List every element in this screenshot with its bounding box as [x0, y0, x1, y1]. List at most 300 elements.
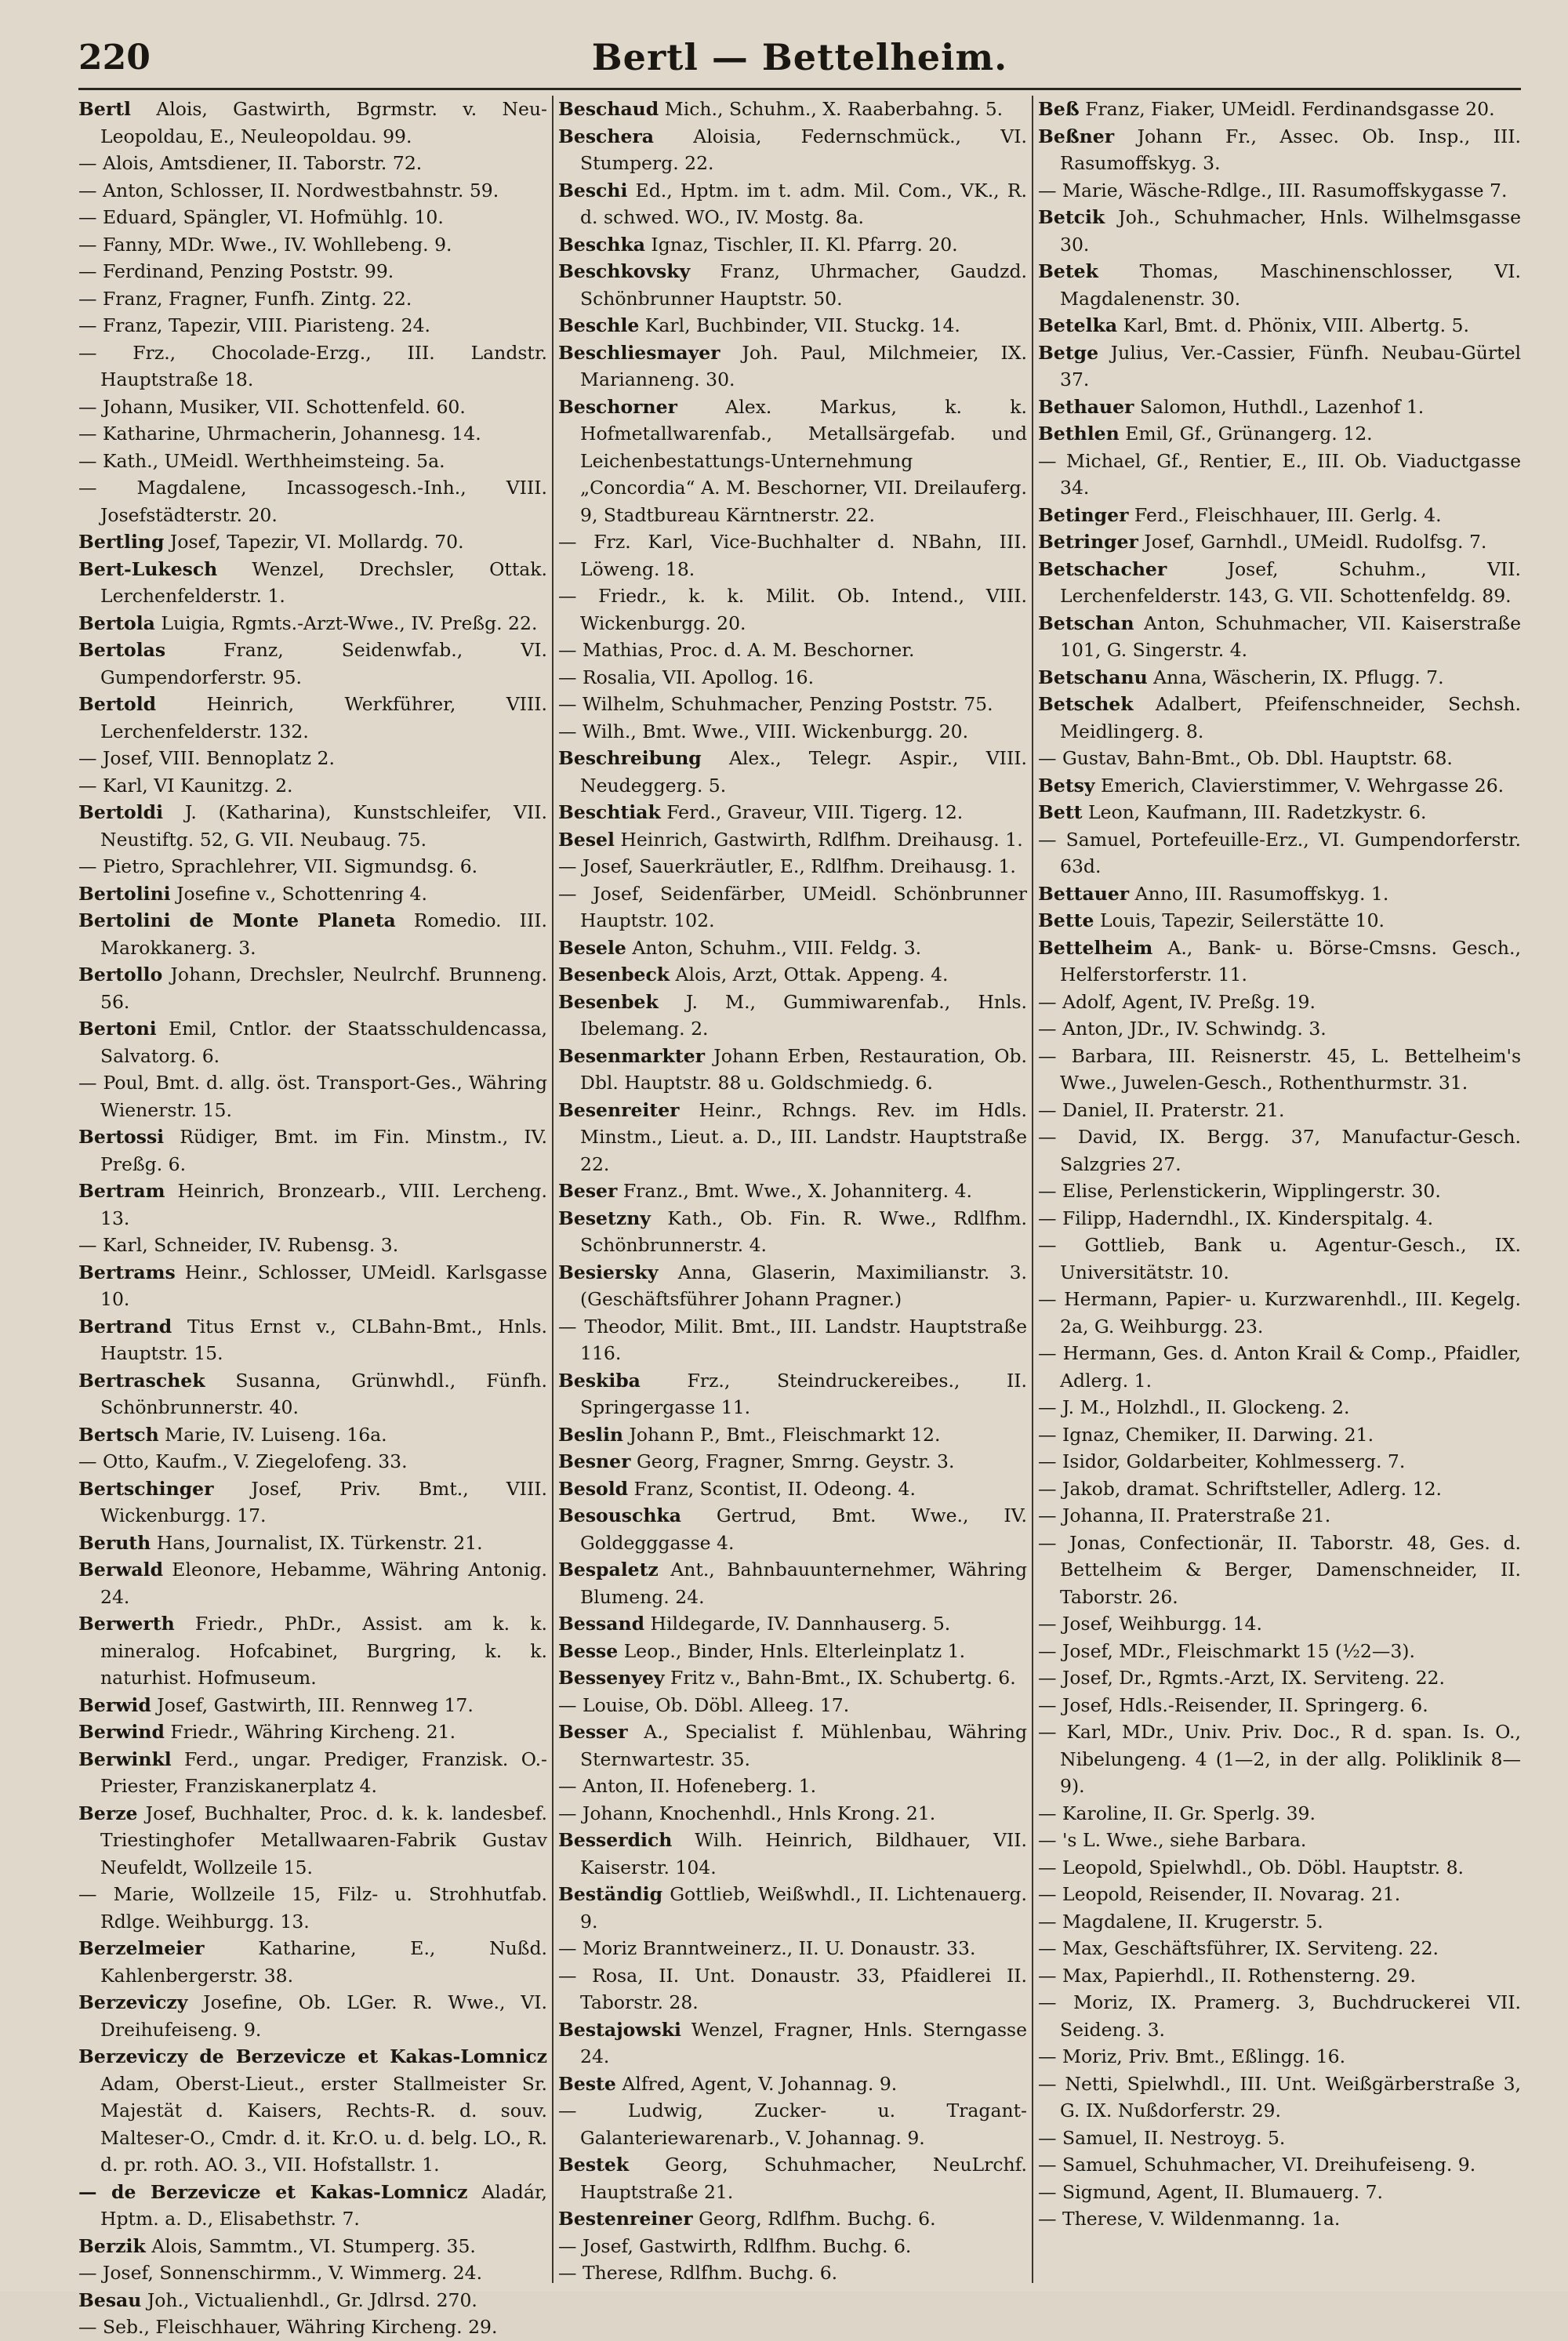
entry-details: — Moriz Branntweinerz., II. U. Donaustr. 33. [558, 1937, 976, 1959]
directory-entry [78, 637, 547, 691]
entry-surname: Berwinkl [78, 1748, 172, 1770]
entry-surname: Besenbeck [558, 964, 670, 985]
entry-details: Wenzel, Fragner, Hnls. Sterngasse 24. [580, 2018, 1027, 2067]
entry-surname: Bettelheim [1038, 936, 1153, 959]
entry-details: — Louise, Ob. Döbl. Alleeg. 17. [558, 1693, 850, 1716]
directory-entry [1038, 1908, 1521, 1936]
directory-entry [78, 880, 547, 908]
entry-surname: Bertold [78, 693, 157, 715]
directory-entry [78, 1232, 547, 1259]
directory-entry [558, 718, 1027, 746]
entry-details: — Magdalene, II. Krugerstr. 5. [1038, 1910, 1323, 1933]
directory-entry [558, 2205, 1027, 2233]
directory-entry [558, 1367, 1027, 1421]
entry-surname: Bettauer [1038, 882, 1130, 905]
directory-entry [558, 1259, 1027, 1313]
entry-details: — Anton, JDr., IV. Schwindg. 3. [1038, 1018, 1327, 1040]
directory-entry [78, 1881, 547, 1935]
running-title: Bertl — Bettelheim. [591, 36, 1008, 78]
directory-entry [78, 2314, 547, 2341]
entry-details: Franz, Scontist, II. Odeong. 4. [628, 1477, 916, 1500]
entry-surname: Besenbek [558, 990, 659, 1013]
directory-entry [558, 1475, 1027, 1503]
entry-details: — Marie, Wollzeile 15, Filz- u. Strohhutfab. Rdlge. Weihburgg. 13. [78, 1883, 547, 1933]
entry-details: Salomon, Huthdl., Lazenhof 1. [1134, 395, 1425, 418]
entry-details: Fritz v., Bahn-Bmt., IX. Schubertg. 6. [664, 1667, 1016, 1689]
directory-entry [558, 339, 1027, 394]
directory-entry [1038, 907, 1521, 935]
entry-details: Heinr., Schlosser, UMeidl. Karlsgasse 10. [100, 1261, 547, 1310]
column-1 [78, 96, 547, 2338]
directory-entry [558, 1043, 1027, 1097]
directory-entry [78, 2179, 547, 2233]
entry-details: Josef, Priv. Bmt., VIII. Wickenburgg. 17. [100, 1477, 547, 1526]
entry-details: — Fanny, MDr. Wwe., IV. Wohllebeng. 9. [78, 233, 452, 256]
directory-entry [78, 2233, 547, 2260]
entry-details: Eleonore, Hebamme, Währing Antonig. 24. [100, 1559, 547, 1608]
entry-details: Karl, Bmt. d. Phönix, VIII. Albertg. 5. [1117, 314, 1469, 336]
directory-entry [78, 1367, 547, 1421]
directory-entry [78, 1475, 547, 1530]
directory-entry [78, 528, 547, 556]
directory-entry [1038, 204, 1521, 258]
entry-surname: Berzik [78, 2234, 146, 2257]
entry-details: Georg, Fragner, Smrng. Geystr. 3. [630, 1450, 955, 1472]
entry-details: — Franz, Tapezir, VIII. Piaristeng. 24. [78, 314, 431, 336]
directory-entry [78, 285, 547, 313]
entry-details: — Jonas, Confectionär, II. Taborstr. 48, Ges. d. Bettelheim & Berger, Damenschneider, II. Taborstr. 26. [1038, 1531, 1521, 1608]
entry-surname: Beschtiak [558, 801, 661, 823]
entry-details: Julius, Ver.-Cassier, Fünfh. Neubau-Gürtel 37. [1060, 341, 1521, 390]
directory-entry [78, 1530, 547, 1557]
directory-entry [78, 177, 547, 205]
directory-entry [78, 1259, 547, 1313]
entry-surname: Besiersky [558, 1261, 659, 1283]
entry-surname: Berzeviczy [78, 1991, 188, 2013]
entry-details: A., Bank- u. Börse-Cmsns. Gesch., Helferstorferstr. 11. [1060, 936, 1521, 985]
directory-entry [558, 691, 1027, 718]
directory-entry [78, 1448, 547, 1475]
entry-details: Gottlieb, Weißwhdl., II. Lichtenauerg. 9. [580, 1883, 1027, 1933]
directory-entry [558, 1800, 1027, 1827]
directory-entry [1038, 1800, 1521, 1827]
entry-details: — Josef, Hdls.-Reisender, II. Springerg. 6. [1038, 1693, 1428, 1716]
entry-details: Josef, Gastwirth, III. Rennweg 17. [151, 1693, 474, 1716]
directory-entry [558, 1502, 1027, 1556]
entry-surname: Bertrams [78, 1261, 176, 1283]
directory-entry [558, 935, 1027, 962]
entry-details: — Rosa, II. Unt. Donaustr. 33, Pfaidlerei II. Taborstr. 28. [558, 1964, 1027, 2013]
entry-surname: Bertoldi [78, 801, 164, 823]
entry-surname: Betek [1038, 260, 1098, 282]
entry-surname: Betschek [1038, 693, 1134, 715]
directory-entry [78, 1313, 547, 1367]
entry-details: — David, IX. Bergg. 37, Manufactur-Gesch. Salzgries 27. [1038, 1126, 1521, 1175]
entry-details: Emil, Cntlor. der Staatsschuldencassa, Salvatorg. 6. [100, 1018, 547, 1067]
directory-entry [78, 853, 547, 880]
directory-entry [1038, 1232, 1521, 1286]
directory-entry [1038, 772, 1521, 800]
entry-details: — Karl, MDr., Univ. Priv. Doc., R d. span. Is. O., Nibelungeng. 4 (1—2, in der allg. Poliklinik 8—9). [1038, 1721, 1521, 1797]
directory-entry [558, 1448, 1027, 1475]
directory-entry [78, 1015, 547, 1069]
directory-entry [1038, 1854, 1521, 1882]
directory-entry [1038, 880, 1521, 908]
directory-entry [1038, 799, 1521, 826]
entry-surname: Berze [78, 1802, 138, 1824]
entry-details: — Netti, Spielwhdl., III. Unt. Weißgärberstraße 3, G. IX. Nußdorferstr. 29. [1038, 2072, 1521, 2121]
entry-surname: Bertrand [78, 1315, 172, 1337]
directory-entry [78, 1610, 547, 1692]
entry-surname: Betinger [1038, 503, 1129, 526]
entry-surname: Beschaud [558, 98, 659, 120]
directory-entry [78, 448, 547, 475]
entry-surname: Betringer [1038, 531, 1138, 553]
directory-entry [78, 907, 547, 961]
entry-details: Anton, Schuhmacher, VII. Kaiserstraße 101, G. Singerstr. 4. [1060, 612, 1521, 661]
entry-surname: Bertollo [78, 964, 163, 985]
directory-entry [1038, 1475, 1521, 1503]
directory-entry [1038, 610, 1521, 664]
directory-entry [1038, 1719, 1521, 1800]
directory-entry [558, 1773, 1027, 1800]
directory-entry [78, 1421, 547, 1449]
entry-details: Katharine, E., Nußd. Kahlenbergerstr. 38. [100, 1937, 547, 1987]
entry-details: — Michael, Gf., Rentier, E., III. Ob. Viaductgasse 34. [1038, 449, 1521, 499]
directory-entry [1038, 420, 1521, 448]
entry-details: Franz, Uhrmacher, Gaudzd. Schönbrunner Hauptstr. 50. [580, 260, 1027, 310]
entry-details: — Therese, V. Wildenmanng. 1a. [1038, 2208, 1341, 2230]
entry-details: Ignaz, Tischler, II. Kl. Pfarrg. 20. [644, 233, 958, 256]
entry-details: — Moriz, IX. Pramerg. 3, Buchdruckerei VII. Seideng. 3. [1038, 1991, 1521, 2041]
entry-surname: Beständig [558, 1883, 663, 1905]
directory-entry [1038, 1881, 1521, 1908]
directory-entry [558, 989, 1027, 1043]
entry-surname: Beschreibung [558, 747, 702, 769]
directory-entry [78, 150, 547, 177]
entry-details: — Alois, Amtsdiener, II. Taborstr. 72. [78, 152, 423, 174]
entry-details: — Max, Geschäftsführer, IX. Serviteng. 22. [1038, 1937, 1439, 1959]
directory-entry [1038, 1421, 1521, 1449]
entry-surname: Bertram [78, 1180, 165, 1202]
directory-entry [558, 1881, 1027, 1935]
entry-surname: Bestek [558, 2154, 630, 2176]
entry-details: Franz, Seidenwfab., VI. Gumpendorferstr. 95. [100, 639, 547, 688]
column-divider [552, 96, 554, 2283]
entry-details: — Anton, II. Hofeneberg. 1. [558, 1775, 817, 1797]
entry-surname: Beschliesmayer [558, 341, 720, 364]
entry-details: J. (Katharina), Kunstschleifer, VII. Neustiftg. 52, G. VII. Neubaug. 75. [100, 801, 547, 851]
directory-entry [1038, 2071, 1521, 2125]
directory-entry [558, 2259, 1027, 2287]
directory-entry [558, 177, 1027, 231]
entry-surname: Bertl [78, 98, 131, 120]
entry-details: — Max, Papierhdl., II. Rothensterng. 29. [1038, 1964, 1416, 1987]
directory-entry [78, 1935, 547, 1989]
directory-entry [78, 745, 547, 772]
entry-details: Rüdiger, Bmt. im Fin. Minstm., IV. Preßg. 6. [100, 1126, 547, 1175]
entry-details: Wenzel, Drechsler, Ottak. Lerchenfelderstr. 1. [100, 557, 547, 607]
entry-details: Hildegarde, IV. Dannhauserg. 5. [644, 1613, 951, 1635]
entry-details: Alois, Sammtm., VI. Stumperg. 35. [145, 2234, 476, 2257]
entry-surname: Besser [558, 1721, 628, 1743]
entry-details: Josef, Garnhdl., UMeidl. Rudolfsg. 7. [1138, 531, 1487, 553]
header-rule [78, 88, 1521, 90]
entry-surname: Beslin [558, 1423, 623, 1446]
directory-entry [1038, 502, 1521, 529]
entry-surname: Bessenyey [558, 1667, 665, 1689]
entry-details: — Samuel, Schuhmacher, VI. Dreihufeiseng. 9. [1038, 2154, 1476, 2176]
directory-entry [558, 1313, 1027, 1367]
entry-details: Emil, Gf., Grünangerg. 12. [1119, 423, 1373, 445]
entry-details: Josef, Buchhalter, Proc. d. k. k. landesbef. Triestinghofer Metallwaaren-Fabrik Gustav Neufeldt, Wollzeile 15. [100, 1802, 547, 1878]
entry-details: Ant., Bahnbauunternehmer, Währing Blumeng. 24. [580, 1559, 1027, 1608]
directory-entry [558, 2233, 1027, 2260]
directory-entry [558, 2151, 1027, 2205]
directory-entry [558, 853, 1027, 880]
entry-details: Leop., Binder, Hnls. Elterleinplatz 1. [618, 1639, 966, 1662]
entry-details: — Josef, Weihburgg. 14. [1038, 1613, 1262, 1635]
directory-entry [78, 1178, 547, 1232]
entry-surname: Besenmarkter [558, 1044, 706, 1067]
column-2 [558, 96, 1027, 2283]
entry-details: — Hermann, Papier- u. Kurzwarenhdl., III. Kegelg. 2a, G. Weihburgg. 23. [1038, 1288, 1521, 1337]
directory-entry [78, 772, 547, 800]
directory-entry [1038, 1394, 1521, 1421]
directory-entry [1038, 664, 1521, 691]
directory-entry [1038, 1962, 1521, 1990]
directory-entry [1038, 123, 1521, 177]
directory-entry [78, 691, 547, 745]
directory-entry [558, 1719, 1027, 1773]
entry-details: Ferd., Graveur, VIII. Tigerg. 12. [660, 801, 964, 823]
directory-entry [1038, 745, 1521, 772]
directory-entry [558, 664, 1027, 691]
directory-entry [558, 1935, 1027, 1962]
entry-details: — Rosalia, VII. Apollog. 16. [558, 666, 815, 688]
entry-surname: Bert-Lukesch [78, 557, 218, 580]
entry-details: — J. M., Holzhdl., II. Glockeng. 2. [1038, 1396, 1350, 1418]
entry-details: — Josef, Seidenfärber, UMeidl. Schönbrunner Hauptstr. 102. [558, 882, 1027, 931]
directory-entry [78, 556, 547, 610]
directory-entry [1038, 528, 1521, 556]
directory-entry [1038, 556, 1521, 610]
directory-entry [558, 2071, 1027, 2098]
entry-details: — Magdalene, Incassogesch.-Inh., VIII. Josefstädterstr. 20. [78, 477, 547, 526]
page-number: 220 [78, 38, 151, 78]
entry-details: Joh., Schuhmacher, Hnls. Wilhelmsgasse 30. [1060, 206, 1521, 256]
entry-details: Johann Erben, Restauration, Ob. Dbl. Hauptstr. 88 u. Goldschmiedg. 6. [580, 1044, 1027, 1094]
entry-surname: Bertoni [78, 1018, 157, 1040]
entry-details: — Barbara, III. Reisnerstr. 45, L. Bettelheim's Wwe., Juwelen-Gesch., Rothenthurmstr. 31. [1038, 1044, 1521, 1094]
entry-surname: — de Berzevicze et Kakas-Lomnicz [78, 2180, 468, 2203]
directory-entry [1038, 96, 1521, 123]
entry-surname: Bertraschek [78, 1369, 205, 1392]
entry-surname: Beschka [558, 233, 645, 256]
entry-details: — Josef, Sonnenschirmm., V. Wimmerg. 24. [78, 2262, 483, 2284]
entry-details: — 's L. Wwe., siehe Barbara. [1038, 1829, 1307, 1851]
directory-entry [558, 583, 1027, 637]
entry-details: — Samuel, II. Nestroyg. 5. [1038, 2126, 1286, 2149]
directory-entry [558, 637, 1027, 664]
entry-surname: Besetzny [558, 1207, 651, 1229]
entry-details: Alex., Telegr. Aspir., VIII. Neudeggerg. 5. [580, 747, 1027, 797]
directory-entry [78, 1556, 547, 1610]
directory-entry [1038, 1530, 1521, 1611]
entry-details: — Poul, Bmt. d. allg. öst. Transport-Ges., Währing Wienerstr. 15. [78, 1072, 547, 1121]
entry-details: Anna, Wäscherin, IX. Pflugg. 7. [1147, 666, 1444, 688]
entry-details: — Anton, Schlosser, II. Nordwestbahnstr. 59. [78, 179, 499, 201]
directory-entry [78, 1719, 547, 1746]
entry-surname: Beschkovsky [558, 260, 691, 282]
entry-surname: Bertolini de Monte Planeta [78, 909, 396, 931]
entry-surname: Bertschinger [78, 1477, 214, 1500]
directory-entry [1038, 448, 1521, 502]
entry-details: — Franz, Fragner, Funfh. Zintg. 22. [78, 287, 412, 310]
directory-entry [1038, 394, 1521, 421]
entry-surname: Besele [558, 936, 626, 959]
directory-entry [1038, 2205, 1521, 2233]
entry-details: — Frz. Karl, Vice-Buchhalter d. NBahn, III. Löweng. 18. [558, 531, 1027, 580]
entry-surname: Besold [558, 1477, 629, 1500]
entry-details: Heinrich, Gastwirth, Rdlfhm. Dreihausg. 1. [614, 828, 1023, 851]
directory-entry [78, 420, 547, 448]
entry-details: Thomas, Maschinenschlosser, VI. Magdalenenstr. 30. [1060, 260, 1521, 310]
entry-details: — Otto, Kaufm., V. Ziegelofeng. 33. [78, 1450, 408, 1472]
entry-details: Alfred, Agent, V. Johannag. 9. [615, 2072, 898, 2095]
directory-entry [78, 339, 547, 394]
entry-surname: Beschi [558, 179, 628, 201]
directory-entry [1038, 935, 1521, 989]
entry-details: — Eduard, Spängler, VI. Hofmühlg. 10. [78, 206, 444, 228]
entry-surname: Bethlen [1038, 423, 1120, 445]
directory-entry [558, 1097, 1027, 1178]
directory-entry [78, 394, 547, 421]
entry-details: Emerich, Clavierstimmer, V. Wehrgasse 26. [1094, 774, 1504, 797]
entry-details: — Josef, Gastwirth, Rdlfhm. Buchg. 6. [558, 2234, 912, 2257]
entry-details: Aloisia, Federnschmück., VI. Stumperg. 22. [580, 125, 1027, 174]
entry-surname: Beschera [558, 125, 654, 147]
directory-entry [78, 204, 547, 231]
directory-entry [558, 394, 1027, 529]
entry-details: Johann, Drechsler, Neulrchf. Brunneng. 56. [100, 964, 547, 1013]
directory-entry [1038, 1340, 1521, 1394]
entry-surname: Berzelmeier [78, 1937, 205, 1959]
entry-details: — Seb., Fleischhauer, Währing Kircheng. 29. [78, 2316, 498, 2338]
entry-details: — Gustav, Bahn-Bmt., Ob. Dbl. Hauptstr. 68. [1038, 747, 1453, 769]
entry-details: Friedr., Währing Kircheng. 21. [164, 1721, 456, 1743]
entry-details: — Kath., UMeidl. Werthheimsteing. 5a. [78, 449, 445, 472]
entry-details: — Filipp, Haderndhl., IX. Kinderspitalg. 4. [1038, 1207, 1434, 1229]
directory-entry [1038, 1989, 1521, 2043]
directory-entry [78, 610, 547, 637]
directory-entry [558, 2016, 1027, 2071]
directory-entry [1038, 1286, 1521, 1340]
entry-details: — Johann, Knochenhdl., Hnls Krong. 21. [558, 1802, 936, 1824]
entry-details: — Sigmund, Agent, II. Blumauerg. 7. [1038, 2180, 1384, 2203]
entry-surname: Berwid [78, 1693, 151, 1716]
directory-entry [558, 258, 1027, 312]
directory-entry [558, 1692, 1027, 1719]
entry-details: Anno, III. Rasumoffskyg. 1. [1129, 882, 1389, 905]
entry-surname: Bestenreiner [558, 2208, 693, 2230]
entry-details: Anna, Glaserin, Maximilianstr. 3. (Geschäftsführer Johann Pragner.) [580, 1261, 1027, 1310]
entry-details: Leon, Kaufmann, III. Radetzkystr. 6. [1082, 801, 1427, 823]
entry-details: Adam, Oberst-Lieut., erster Stallmeister Sr. Majestät d. Kaisers, Rechts-R. d. souv. Malteser-O., Cmdr. d. it. Kr.O. u. d. belg. LO., R. d. pr. roth. AO. 3., VII. Hofstallstr. 1. [100, 2072, 547, 2176]
entry-surname: Beßner [1038, 125, 1115, 147]
column-divider [1032, 96, 1033, 2283]
directory-entry [1038, 2179, 1521, 2206]
directory-entry [1038, 1178, 1521, 1205]
entry-details: Joh., Victualienhdl., Gr. Jdlrsd. 270. [141, 2288, 477, 2311]
entry-surname: Berzeviczy de Berzevicze et Kakas-Lomnicz [78, 2045, 547, 2067]
entry-details: Josef, Tapezir, VI. Mollardg. 70. [164, 531, 464, 553]
directory-entry [78, 474, 547, 528]
entry-details: — Ludwig, Zucker- u. Tragant-Galanteriewarenarb., V. Johannag. 9. [558, 2100, 1027, 2149]
entry-details: Hans, Journalist, IX. Türkenstr. 21. [151, 1531, 483, 1554]
entry-details: A., Specialist f. Mühlenbau, Währing Sternwartestr. 35. [580, 1721, 1027, 1770]
entry-surname: Betsy [1038, 774, 1095, 797]
entry-details: Franz., Bmt. Wwe., X. Johanniterg. 4. [617, 1180, 973, 1202]
entry-details: Karl, Buchbinder, VII. Stuckg. 14. [639, 314, 960, 336]
entry-details: — Wilhelm, Schuhmacher, Penzing Poststr. 75. [558, 693, 993, 715]
entry-details: — Gottlieb, Bank u. Agentur-Gesch., IX. Universitätstr. 10. [1038, 1234, 1521, 1283]
entry-surname: Bertsch [78, 1423, 159, 1446]
entry-surname: Bessand [558, 1613, 645, 1635]
directory-entry [1038, 1935, 1521, 1962]
entry-surname: Berwald [78, 1559, 164, 1581]
entry-details: Friedr., PhDr., Assist. am k. k. mineralog. Hofcabinet, Burgring, k. k. naturhist. Hofmuseum. [100, 1613, 547, 1689]
directory-entry [78, 1800, 547, 1882]
entry-details: — Hermann, Ges. d. Anton Krail & Comp., Pfaidler, Adlerg. 1. [1038, 1342, 1521, 1392]
entry-details: Josef, Schuhm., VII. Lerchenfelderstr. 143, G. VII. Schottenfeldg. 89. [1060, 557, 1521, 607]
directory-entry [78, 799, 547, 853]
entry-details: Frz., Steindruckereibes., II. Springergasse 11. [580, 1369, 1027, 1418]
directory-entry [1038, 1123, 1521, 1178]
entry-details: Ferd., ungar. Prediger, Franzisk. O.-Priester, Franziskanerplatz 4. [100, 1748, 547, 1797]
entry-details: — Ignaz, Chemiker, II. Darwing. 21. [1038, 1423, 1374, 1446]
entry-details: Kath., Ob. Fin. R. Wwe., Rdlfhm. Schönbrunnerstr. 4. [580, 1207, 1027, 1256]
entry-surname: Betge [1038, 341, 1099, 364]
directory-entry [558, 799, 1027, 826]
directory-entry [558, 1638, 1027, 1665]
entry-surname: Bestajowski [558, 2018, 681, 2041]
directory-entry [1038, 177, 1521, 205]
entry-details: Louis, Tapezir, Seilerstätte 10. [1094, 909, 1385, 931]
entry-details: — Samuel, Portefeuille-Erz., VI. Gumpendorferstr. 63d. [1038, 828, 1521, 877]
directory-entry [1038, 258, 1521, 312]
directory-entry [1038, 2151, 1521, 2179]
entry-details: — Leopold, Reisender, II. Novarag. 21. [1038, 1883, 1401, 1905]
directory-entry [558, 2097, 1027, 2151]
entry-details: Marie, IV. Luiseng. 16a. [158, 1423, 387, 1446]
entry-surname: Bett [1038, 801, 1083, 823]
entry-details: — Karl, VI Kaunitzg. 2. [78, 774, 293, 797]
entry-details: Adalbert, Pfeifenschneider, Sechsh. Meidlingerg. 8. [1060, 693, 1521, 742]
directory-entry [78, 258, 547, 285]
directory-entry [558, 1178, 1027, 1205]
entry-details: Susanna, Grünwhdl., Fünfh. Schönbrunnerstr. 40. [100, 1369, 547, 1418]
entry-surname: Beskiba [558, 1369, 641, 1392]
directory-entry [558, 1421, 1027, 1449]
entry-surname: Bethauer [1038, 395, 1134, 418]
directory-entry [78, 312, 547, 339]
entry-details: — Theodor, Milit. Bmt., III. Landstr. Hauptstraße 116. [558, 1315, 1027, 1364]
directory-entry [1038, 1043, 1521, 1097]
directory-entry [78, 2043, 547, 2179]
entry-details: Wilh. Heinrich, Bildhauer, VII. Kaiserstr. 104. [580, 1829, 1027, 1878]
entry-details: Mich., Schuhm., X. Raaberbahng. 5. [659, 98, 1004, 120]
